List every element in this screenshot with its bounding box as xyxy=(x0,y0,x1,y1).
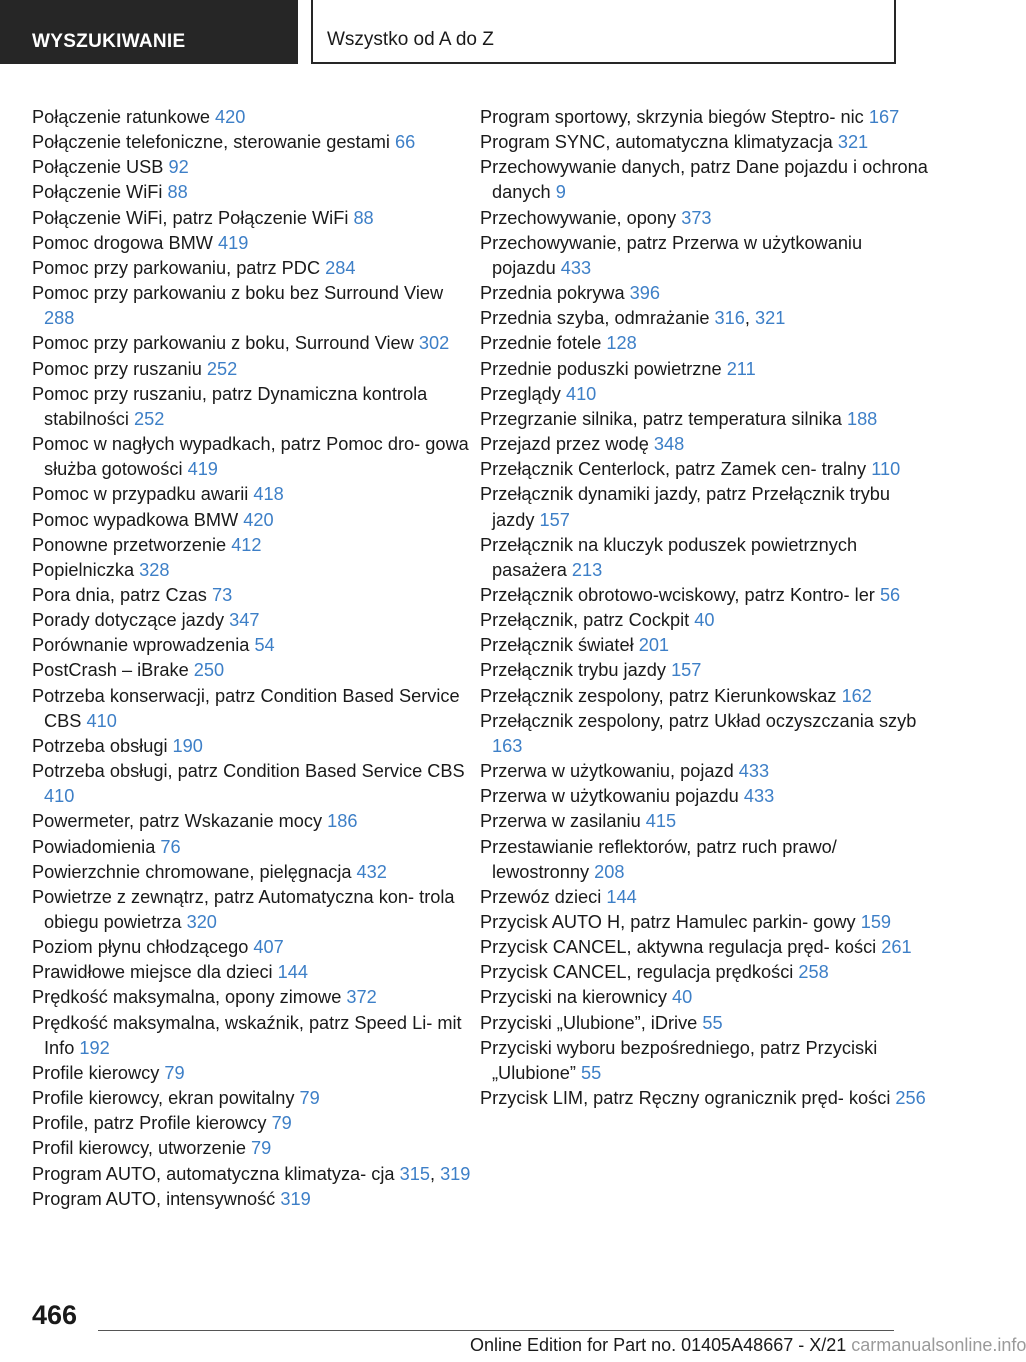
section-title: WYSZUKIWANIE xyxy=(32,31,186,52)
page-reference-link[interactable]: 396 xyxy=(629,283,660,304)
index-entry-text: Przełącznik trybu jazdy xyxy=(480,660,666,681)
index-entry-text: Przycisk CANCEL, aktywna regulacja pręd‐ kości xyxy=(480,937,877,958)
index-entry xyxy=(480,583,930,608)
index-entry-text: Przednia pokrywa xyxy=(480,283,625,304)
index-entry xyxy=(480,935,930,960)
index-entry xyxy=(480,784,930,809)
index-entry xyxy=(480,432,930,457)
page-reference-link[interactable]: 128 xyxy=(606,333,637,354)
index-entry xyxy=(480,633,930,658)
index-entry-text: PostCrash – iBrake xyxy=(32,660,189,681)
page-reference-link[interactable]: 54 xyxy=(254,635,275,656)
index-entry xyxy=(480,608,930,633)
subsection-title: Wszystko od A do Z xyxy=(327,29,494,50)
index-entry-text: Przeglądy xyxy=(480,383,561,404)
page-reference-link[interactable]: 347 xyxy=(229,610,260,631)
index-entry xyxy=(32,558,472,583)
footer-divider xyxy=(98,1330,894,1331)
index-entry xyxy=(480,1011,930,1036)
index-entry-text: Przegrzanie silnika, patrz temperatura silnika xyxy=(480,408,842,429)
page-reference-link[interactable]: 321 xyxy=(837,132,869,153)
page-reference-link[interactable]: 315 xyxy=(399,1163,430,1184)
index-entry-text: Przełącznik świateł xyxy=(480,635,634,656)
page-reference-link[interactable]: 144 xyxy=(277,962,308,983)
index-entry xyxy=(32,105,472,130)
index-entry-text: Powermeter, patrz Wskazanie mocy xyxy=(32,811,323,832)
page-reference-link[interactable]: 79 xyxy=(164,1062,185,1083)
page-reference-link[interactable]: 55 xyxy=(580,1062,602,1083)
page-reference-link[interactable]: 40 xyxy=(694,610,715,631)
index-entry xyxy=(32,1111,472,1136)
page-reference-link[interactable]: 261 xyxy=(881,937,912,958)
index-entry xyxy=(32,809,472,834)
page-reference-link[interactable]: 211 xyxy=(726,358,756,379)
page-reference-link[interactable]: 320 xyxy=(186,912,217,932)
index-entry-text: Przerwa w użytkowaniu pojazdu xyxy=(480,786,739,807)
page-reference-link[interactable]: 432 xyxy=(356,861,387,882)
index-entry-text: Przednie fotele xyxy=(480,333,602,354)
index-entry-text: Pomoc przy ruszaniu xyxy=(32,358,202,379)
index-entry-text: Przełącznik na kluczyk poduszek powietrznych pasażera xyxy=(480,534,858,580)
index-entry-text: Powiadomienia xyxy=(32,836,156,857)
index-entry xyxy=(480,382,930,407)
index-entry-text: Przyciski „Ulubione”, iDrive xyxy=(480,1012,698,1033)
index-entry xyxy=(480,910,930,935)
page-reference-link[interactable]: 190 xyxy=(172,735,203,756)
page-reference-link[interactable]: 410 xyxy=(44,786,75,807)
index-entry-text: Przełącznik Centerlock, patrz Zamek cen‐ tralny xyxy=(480,459,867,480)
index-entry xyxy=(32,130,472,155)
index-entry xyxy=(32,206,472,231)
index-entry xyxy=(32,331,472,356)
index-entry xyxy=(32,608,472,633)
index-entry xyxy=(480,809,930,834)
index-entry-text: Program AUTO, automatyczna klimatyza‐ cja xyxy=(32,1163,395,1184)
page-reference-link[interactable]: 144 xyxy=(606,886,637,907)
page-reference-link[interactable]: 407 xyxy=(253,937,284,958)
page-reference-link[interactable]: 79 xyxy=(299,1088,320,1109)
page-reference-link[interactable]: 213 xyxy=(571,559,603,580)
index-entry-text: Przycisk CANCEL, regulacja prędkości xyxy=(480,962,794,983)
index-entry-text: Popielniczka xyxy=(32,559,135,580)
index-entry-text: Profil kierowcy, utworzenie xyxy=(32,1138,246,1159)
page-reference-link[interactable]: 321 xyxy=(755,308,786,329)
index-entry xyxy=(480,206,930,231)
index-entry xyxy=(32,256,472,281)
index-entry xyxy=(480,885,930,910)
index-entry-text: Połączenie WiFi, patrz Połączenie WiFi xyxy=(32,207,349,228)
page-reference-link[interactable]: 348 xyxy=(653,434,685,455)
index-entry xyxy=(480,658,930,683)
index-entry xyxy=(32,281,472,331)
page-reference-link[interactable]: 252 xyxy=(133,408,165,429)
page-reference-link[interactable]: 420 xyxy=(243,509,274,530)
page-reference-link[interactable]: 302 xyxy=(418,333,450,354)
index-entry xyxy=(32,885,472,935)
index-entry-text: Przednia szyba, odmrażanie xyxy=(480,308,710,329)
index-entry-text: Porównanie wprowadzenia xyxy=(32,635,250,656)
index-entry-text: Połączenie USB xyxy=(32,157,164,178)
index-entry xyxy=(32,432,472,482)
index-entry-text: Pomoc w przypadku awarii xyxy=(32,484,249,505)
page-reference-link[interactable]: 92 xyxy=(168,157,189,178)
index-entry xyxy=(32,1136,472,1161)
index-entry-text: Powietrze z zewnątrz, patrz Automatyczna kon‐ trola obiegu powietrza xyxy=(32,886,455,932)
index-entry-text: Pomoc przy parkowaniu z boku bez Surround View xyxy=(32,283,444,304)
page-reference-link[interactable]: 410 xyxy=(565,383,597,404)
index-entry xyxy=(480,155,930,205)
page-reference-link[interactable]: 188 xyxy=(846,408,878,429)
index-entry-text: Program SYNC, automatyczna klimatyzacja xyxy=(480,132,833,153)
index-entry-text: Pomoc przy ruszaniu, patrz Dynamiczna kontrola stabilności xyxy=(32,383,428,429)
page-reference-link[interactable]: 167 xyxy=(868,107,900,127)
page-reference-link[interactable]: 420 xyxy=(215,107,246,127)
index-entry-text: Pomoc przy parkowaniu, patrz PDC xyxy=(32,257,321,278)
index-entry-text: Powierzchnie chromowane, pielęgnacja xyxy=(32,861,352,882)
index-entry xyxy=(32,633,472,658)
index-entry xyxy=(32,835,472,860)
index-entry xyxy=(32,533,472,558)
index-entry-text: Przechowywanie, opony xyxy=(480,207,677,228)
index-entry xyxy=(32,1086,472,1111)
index-entry xyxy=(480,281,930,306)
index-entry xyxy=(32,180,472,205)
page-reference-link[interactable]: 372 xyxy=(346,987,377,1008)
page-reference-link[interactable]: 410 xyxy=(86,710,117,731)
index-entry xyxy=(32,935,472,960)
index-entry xyxy=(480,684,930,709)
page-reference-link[interactable]: 418 xyxy=(253,484,284,505)
index-entry-text: Przestawianie reflektorów, patrz ruch prawo/ lewostronny xyxy=(480,836,837,882)
page-reference-link[interactable]: 258 xyxy=(798,962,829,983)
page-reference-link[interactable]: 319 xyxy=(280,1188,311,1209)
index-entry xyxy=(32,482,472,507)
page-reference-link[interactable]: 66 xyxy=(394,132,416,153)
page-reference-link[interactable]: 250 xyxy=(193,660,225,681)
index-entry-text: Profile kierowcy xyxy=(32,1062,160,1083)
page-reference-link[interactable]: 433 xyxy=(560,257,592,278)
index-entry xyxy=(480,1036,930,1086)
page-reference-link[interactable]: 55 xyxy=(702,1012,723,1033)
page-reference-link[interactable]: 88 xyxy=(353,207,374,228)
index-entry xyxy=(32,734,472,759)
index-entry-text: Przełącznik, patrz Cockpit xyxy=(480,610,690,631)
page-reference-link[interactable]: 256 xyxy=(895,1088,926,1109)
page-reference-link[interactable]: 192 xyxy=(79,1037,110,1058)
page-reference-link[interactable]: 88 xyxy=(167,182,188,203)
page-reference-link[interactable]: 157 xyxy=(671,660,702,681)
index-entry-text: Pomoc w nagłych wypadkach, patrz Pomoc dro‐ gowa służba gotowości xyxy=(32,434,469,480)
footer-watermark[interactable]: carmanualsonline.info xyxy=(851,1335,1026,1355)
page-reference-link[interactable]: 319 xyxy=(440,1163,471,1184)
index-entry xyxy=(32,357,472,382)
page-reference-link[interactable]: 79 xyxy=(251,1138,272,1159)
index-entry-text: Przyciski na kierownicy xyxy=(480,987,667,1008)
page-reference-link[interactable]: 201 xyxy=(638,635,670,656)
index-entry-text: Przełącznik dynamiki jazdy, patrz Przełącznik trybu jazdy xyxy=(480,484,891,530)
index-entry xyxy=(480,407,930,432)
index-entry-text: Przewóz dzieci xyxy=(480,886,602,907)
index-entry xyxy=(480,985,930,1010)
page-reference-link[interactable]: 79 xyxy=(271,1113,292,1134)
index-entry xyxy=(480,1086,930,1111)
index-entry xyxy=(480,835,930,885)
index-entry xyxy=(480,331,930,356)
index-entry xyxy=(32,231,472,256)
index-entry xyxy=(32,1061,472,1086)
index-entry xyxy=(32,508,472,533)
index-entry xyxy=(32,155,472,180)
footer-edition xyxy=(470,1334,1026,1356)
index-entry-text: Porady dotyczące jazdy xyxy=(32,610,225,631)
page-reference-link[interactable]: 288 xyxy=(44,308,75,329)
page-reference-link[interactable]: 162 xyxy=(841,685,872,706)
index-entry-text: Pomoc drogowa BMW xyxy=(32,232,213,253)
page-reference-link[interactable]: 252 xyxy=(206,358,238,379)
subsection-tab xyxy=(311,0,896,64)
index-entry-text: Przełącznik zespolony, patrz Układ oczyszczania szyb xyxy=(480,710,917,731)
page-reference-link[interactable]: 9 xyxy=(555,182,566,203)
index-entry xyxy=(32,583,472,608)
index-column-left xyxy=(32,105,472,1212)
index-entry-text: Pomoc wypadkowa BMW xyxy=(32,509,239,530)
index-entry xyxy=(32,684,472,734)
index-entry-text: Przycisk LIM, patrz Ręczny ogranicznik pręd‐ kości xyxy=(480,1088,891,1109)
index-entry-text: Przerwa w użytkowaniu, pojazd xyxy=(480,761,734,782)
index-entry-text: Prędkość maksymalna, opony zimowe xyxy=(32,987,342,1008)
index-entry-text: Potrzeba obsługi xyxy=(32,735,168,756)
index-entry-text: Przerwa w zasilaniu xyxy=(480,811,641,832)
index-entry-text: Przednie poduszki powietrzne xyxy=(480,358,722,379)
index-entry-text: Program sportowy, skrzynia biegów Steptro‐ nic xyxy=(480,107,864,127)
index-entry xyxy=(32,960,472,985)
index-entry: Przednia szyba, odmrażanie 316, 321 xyxy=(480,308,786,329)
page-reference-link[interactable]: 163 xyxy=(492,735,523,756)
page-reference-link[interactable]: 284 xyxy=(325,257,356,278)
page-reference-link[interactable]: 56 xyxy=(879,584,901,605)
index-entry-text: Profile kierowcy, ekran powitalny xyxy=(32,1088,295,1109)
index-entry xyxy=(32,658,472,683)
index-entry-text: Poziom płynu chłodzącego xyxy=(32,937,249,958)
index-entry-text: Przejazd przez wodę xyxy=(480,434,649,455)
index-column-right xyxy=(480,105,930,1111)
index-entry-text: Program AUTO, intensywność xyxy=(32,1188,276,1209)
page-reference-link[interactable]: 415 xyxy=(645,811,677,832)
index-entry xyxy=(480,105,930,130)
index-entry xyxy=(480,357,930,382)
edition-text: Online Edition for Part no. 01405A48667 - X/21 xyxy=(470,1335,847,1355)
index-entry-text: Przycisk AUTO H, patrz Hamulec parkin‐ gowy xyxy=(480,912,856,932)
index-entry: Program AUTO, automatyczna klimatyza‐ cja 315, 319 xyxy=(32,1163,471,1184)
index-entry-text: Połączenie ratunkowe xyxy=(32,107,210,127)
page-reference-link[interactable]: 159 xyxy=(860,912,892,932)
index-entry xyxy=(32,759,472,809)
index-entry xyxy=(32,1187,472,1212)
index-entry-text: Pomoc przy parkowaniu z boku, Surround View xyxy=(32,333,414,354)
page-reference-link[interactable]: 412 xyxy=(231,534,262,555)
page-reference-link[interactable]: 328 xyxy=(139,559,170,580)
index-entry-text: Przechowywanie, patrz Przerwa w użytkowaniu pojazdu xyxy=(480,232,863,278)
index-entry-text: Połączenie WiFi xyxy=(32,182,163,203)
page-reference-link[interactable]: 419 xyxy=(187,459,218,480)
index-entry xyxy=(480,231,930,281)
index-entry-text: Pora dnia, patrz Czas xyxy=(32,584,207,605)
page-reference-link[interactable]: 76 xyxy=(160,836,181,857)
page-reference-link[interactable]: 157 xyxy=(539,509,570,530)
page-number: 466 xyxy=(32,1300,78,1330)
page-reference-link[interactable]: 208 xyxy=(594,861,625,882)
page-reference-link[interactable]: 73 xyxy=(211,584,233,605)
index-entry xyxy=(32,382,472,432)
index-entry-text: Połączenie telefoniczne, sterowanie gestami xyxy=(32,132,390,153)
page-reference-link[interactable]: 433 xyxy=(738,761,770,782)
index-entry xyxy=(32,860,472,885)
page-reference-link[interactable]: 433 xyxy=(743,786,775,807)
index-entry-text: Potrzeba obsługi, patrz Condition Based Service CBS xyxy=(32,761,465,782)
page-reference-link[interactable]: 419 xyxy=(218,232,249,253)
section-tab xyxy=(0,0,298,64)
index-entry xyxy=(480,457,930,482)
page-reference-link[interactable]: 316 xyxy=(714,308,745,329)
index-entry-text: Przyciski wyboru bezpośredniego, patrz Przyciski „Ulubione” xyxy=(480,1037,878,1083)
index-entry xyxy=(32,985,472,1010)
page-reference-link[interactable]: 186 xyxy=(327,811,358,832)
page-reference-link[interactable]: 110 xyxy=(871,459,901,480)
index-entry-text: Profile, patrz Profile kierowcy xyxy=(32,1113,267,1134)
index-entry-text: Potrzeba konserwacji, patrz Condition Based Service CBS xyxy=(32,685,460,731)
index-entry-text: Przełącznik obrotowo-wciskowy, patrz Kontro‐ ler xyxy=(480,584,875,605)
index-entry xyxy=(32,1011,472,1061)
index-entry xyxy=(480,130,930,155)
index-entry xyxy=(480,482,930,532)
index-entry xyxy=(480,533,930,583)
index-entry-text: Przechowywanie danych, patrz Dane pojazdu i ochrona danych xyxy=(480,157,928,203)
page-reference-link[interactable]: 373 xyxy=(681,207,712,228)
index-entry-text: Ponowne przetworzenie xyxy=(32,534,227,555)
index-entry-text: Prawidłowe miejsce dla dzieci xyxy=(32,962,273,983)
index-entry xyxy=(480,759,930,784)
index-entry xyxy=(480,709,930,759)
index-entry xyxy=(480,960,930,985)
index-entry-text: Przełącznik zespolony, patrz Kierunkowskaz xyxy=(480,685,837,706)
page-reference-link[interactable]: 40 xyxy=(672,987,693,1008)
index-entry-text: Prędkość maksymalna, wskaźnik, patrz Speed Li‐ mit Info xyxy=(32,1012,462,1058)
